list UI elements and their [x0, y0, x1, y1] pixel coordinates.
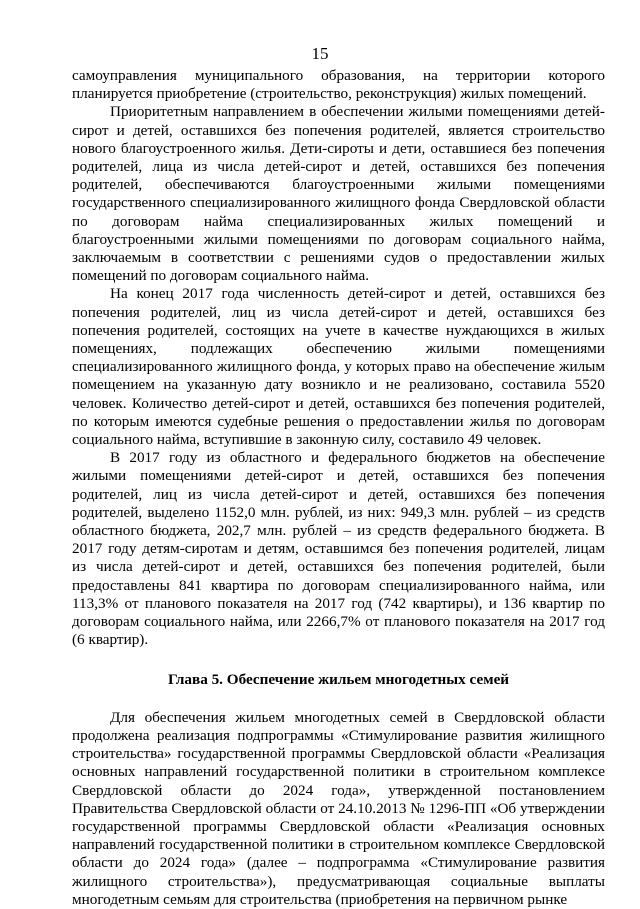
paragraph-continuation: самоуправления муниципального образования, на территории которого планируется приобретение (строительство, реконструкция) жилых помещений. [72, 67, 605, 103]
paragraph-priority-housing: Приоритетным направлением в обеспечении жилыми помещениями детей-сирот и детей, оставшихся без попечения родителей, является строительство нового благоустроенного жилья. Дети-сироты и дети, оставшиеся без попечения родителей, лица из числа детей-сирот и детей, оставшихся без попечения родителей, обеспечиваются благоустроенными жилыми помещениями государственного специализированного жилищного фонда Свердловской области по договорам найма специализированных жилых помещений и благоустроенными жилыми помещениями по договорам социального найма, заключаемым в соответствии с решениями судов о предоставлении жилых помещений по договорам социального найма. [72, 103, 605, 285]
paragraph-orphans-count: На конец 2017 года численность детей-сирот и детей, оставшихся без попечения родителей, лиц из числа детей-сирот и детей, оставшихся без попечения родителей, состоящих на учете в качестве нуждающихся в жилых помещениях, подлежащих обеспечению жилыми помещениями специализированного жилищного фонда, у которых право на обеспечение жилым помещением на указанную дату возникло и не реализовано, составила 5520 человек. Количество детей-сирот и детей, оставшихся без попечения родителей, по которым имеются судебные решения о предоставлении жилья по договорам социального найма, вступившие в законную силу, составило 49 человек. [72, 285, 605, 449]
page-number: 15 [311, 44, 329, 63]
chapter-heading: Глава 5. Обеспечение жильем многодетных семей [167, 670, 510, 688]
paragraph-large-families: Для обеспечения жильем многодетных семей в Свердловской области продолжена реализация подпрограммы «Стимулирование развития жилищного строительства» государственной программы Свердловской области «Реализация основных направлений государственной политики в строительном комплексе Свердловской области до 2024 года», утвержденной постановлением Правительства Свердловской области от 24.10.2013 № 1296-ПП «Об утверждении государственной программы Свердловской области «Реализация основных направлений государственной политики в строительном комплексе Свердловской области до 2024 года» (далее – подпрограмма «Стимулирование развития жилищного строительства»), предусматривающая социальные выплаты многодетным семьям для строительства (приобретения на первичном рынке [72, 708, 605, 908]
paragraph-budget-2017: В 2017 году из областного и федерального бюджетов на обеспечение жилыми помещениями детей-сирот и детей, оставшихся без попечения родителей, лиц из числа детей-сирот и детей, оставшихся без попечения родителей, выделено 1152,0 млн. рублей, из них: 949,3 млн. рублей – из средств областного бюджета, 202,7 млн. рублей – из средств федерального бюджета. В 2017 году детям-сиротам и детям, оставшимся без попечения родителей, лицам из числа детей-сирот и детей, оставшихся без попечения родителей, были предоставлены 841 квартира по договорам специализированного найма, или 113,3% от планового показателя на 2017 год (742 квартиры), и 136 квартир по договорам социального найма, или 2266,7% от планового показателя на 2017 год (6 квартир). [72, 449, 605, 649]
document-body [72, 67, 605, 909]
